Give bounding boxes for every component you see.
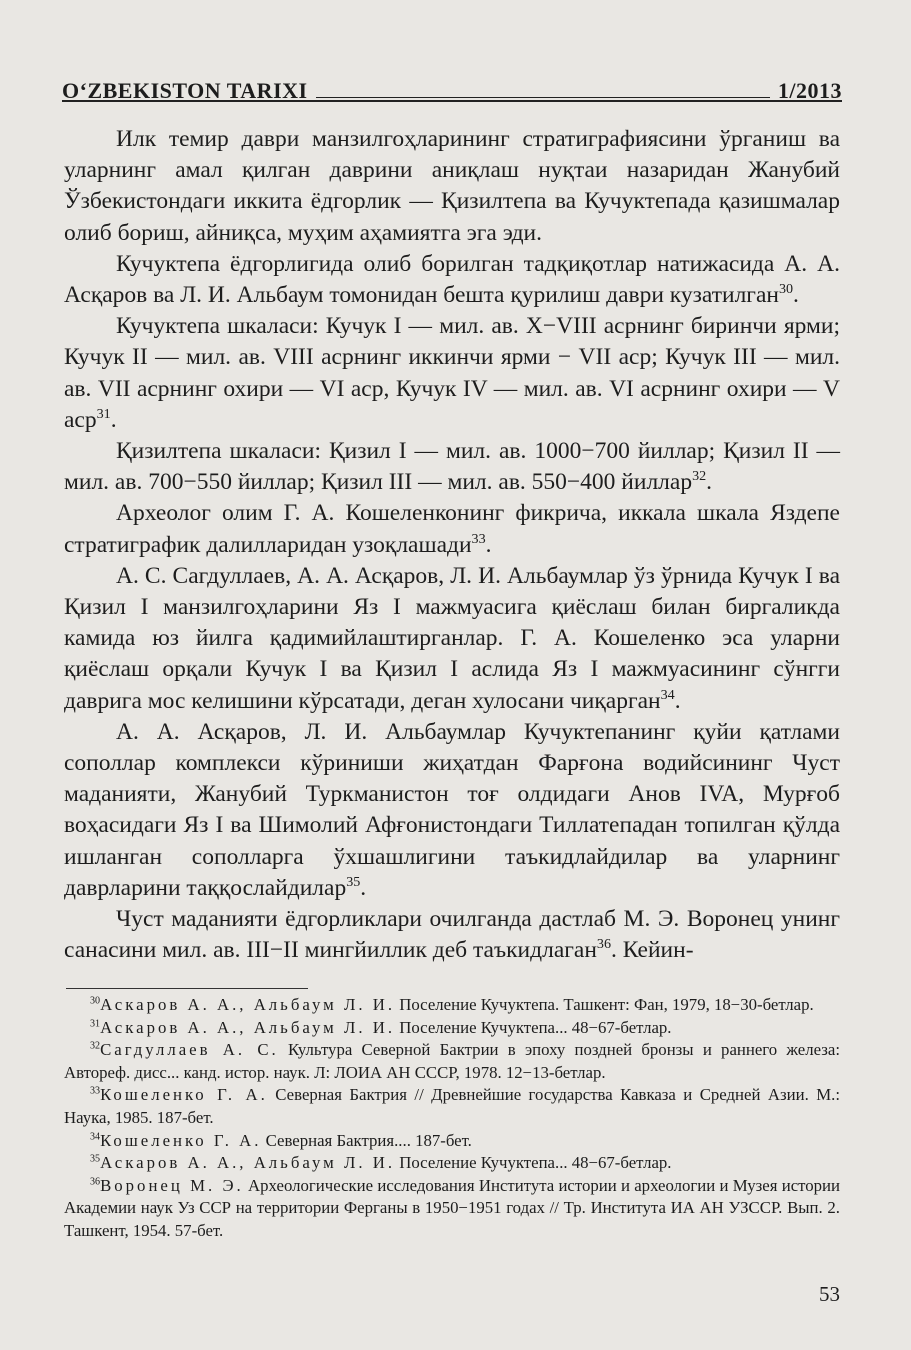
footnote (64, 1152, 840, 1175)
footnote (64, 1130, 840, 1153)
footnote (64, 1039, 840, 1084)
paragraph-text: Илк темир даври манзилгоҳларининг стратиграфиясини ўрганиш ва уларнинг амал қилган даврини аниқлаш нуқтаи назаридан Жанубий Ўзбекистондаги иккита ёдгорлик — Қизилтепа ва Кучуктепада қазишмалар олиб бориш, айниқса, муҳим аҳамиятга эга эди. (64, 126, 840, 246)
footnote-text: Северная Бактрия.... 187-бет. (265, 1130, 472, 1150)
footnote (64, 1084, 840, 1129)
footnote-number: 34 (90, 1130, 101, 1142)
sentence-end: . (674, 687, 681, 714)
footnote (64, 994, 840, 1017)
footnote-reference[interactable]: 34 (660, 686, 675, 703)
running-header (62, 60, 842, 104)
footnote-author: Кошеленко Г. А. (100, 1130, 262, 1150)
footnote-reference[interactable]: 32 (692, 468, 707, 485)
footnote-author: Аскаров А. А., Альбаум Л. И. (100, 1153, 396, 1173)
page-number: 53 (819, 1282, 840, 1306)
main-text (64, 124, 840, 966)
paragraph-continuation: Кейин- (622, 937, 694, 964)
footnote-reference[interactable]: 30 (778, 281, 794, 298)
footnote (64, 1175, 840, 1243)
footnotes (64, 994, 840, 1243)
body-paragraph (64, 498, 840, 560)
paragraph-text: А. А. Асқаров, Л. И. Альбаумлар Кучуктепанинг қуйи қатлами сополлар комплекси кўриниши жиҳатдан Фарғона водийсининг Чуст маданияти, Жанубий Туркманистон тоғ олдидаги Анов IVA, Мурғоб воҳасидаги Яз I ва Шимолий Афғонистондаги Тиллатепадан топилган қўлда ишланган сополларга ўхшашлигини таъкидлайдилар ва уларнинг даврларини таққослайдилар (64, 718, 840, 901)
paragraph-text: Чуст маданияти ёдгорликлари очилганда дастлаб М. Э. Воронец унинг санасини мил. ав. III−II мингйиллик деб таъкидлаган (64, 906, 840, 964)
footnote-number: 35 (90, 1153, 101, 1165)
sentence-end: . (706, 469, 713, 496)
paragraph-text: Археолог олим Г. А. Кошеленконинг фикрича, иккала шкала Яздепе стратиграфик далилларидан узоқлашади (64, 500, 840, 558)
paragraph-text: Кучуктепа ёдгорлигида олиб борилган тадқиқотлар натижасида А. А. Асқаров ва Л. И. Альбаум томонидан бешта қурилиш даври кузатилган (64, 250, 840, 309)
sentence-end: . (485, 531, 492, 558)
body-paragraph (64, 249, 840, 311)
footnote-text: Культура Северной Бактрии в эпоху поздней бронзы и раннего железа: Автореф. дисс... канд. истор. наук. Л: ЛОИА АН СССР, 1978. 12−13-бетлар. (64, 1040, 840, 1082)
sentence-end: . (110, 406, 117, 433)
footnote-text: Археологические исследования Института истории и археологии и Музея истории Академии наук Уз ССР на территории Ферганы в 1950−1951 годах // Тр. Института ИА АН УЗССР. Вып. 2. Ташкент, 1954. 57-бет. (64, 1175, 840, 1240)
body-paragraph (64, 436, 840, 498)
footnote-text: Поселение Кучуктепа... 48−67-бетлар. (399, 1017, 672, 1037)
footnote-author: Кошеленко Г. А. (100, 1085, 268, 1105)
body-paragraph (64, 717, 840, 904)
footnote-number: 31 (90, 1018, 101, 1029)
body-paragraph (64, 904, 840, 966)
footnote-reference[interactable]: 35 (346, 874, 361, 891)
footnote-reference[interactable]: 33 (471, 530, 486, 547)
header-fill-rule (316, 97, 770, 98)
footnote-author: Воронец М. Э. (100, 1175, 244, 1195)
sentence-end: . (793, 282, 799, 309)
footnote-text: Северная Бактрия // Древнейшие государства Кавказа и Средней Азии. М.: Наука, 1985. 187-бет. (64, 1085, 840, 1127)
paragraph-text: Кучуктепа шкаласи: Кучук I — мил. ав. X−VIII асрнинг биринчи ярми; Кучук II — мил. ав. VIII асрнинг иккинчи ярми − VII аср; Кучук III — мил. ав. VII асрнинг охири — VI аср, Кучук IV — мил. ав. VI асрнинг охири — V аср (64, 313, 840, 433)
footnote-author: Сагдуллаев А. С. (100, 1040, 279, 1060)
sentence-end: . (360, 874, 367, 901)
footnote-author: Аскаров А. А., Альбаум Л. И. (100, 1017, 396, 1037)
footnote-separator (66, 988, 308, 989)
journal-title: O‘ZBEKISTON TARIXI (62, 78, 308, 103)
footnote-number: 30 (90, 995, 101, 1007)
footnote (64, 1017, 840, 1040)
body-paragraph (64, 124, 840, 249)
footnote-reference[interactable]: 31 (96, 406, 111, 422)
footnote-text: Поселение Кучуктепа... 48−67-бетлар. (399, 1153, 672, 1173)
sentence-end: . (611, 937, 623, 964)
body-paragraph (64, 561, 840, 717)
paragraph-text: А. С. Сагдуллаев, А. А. Асқаров, Л. И. Альбаумлар ўз ўрнида Кучук I ва Қизил I манзилгоҳларини Яз I мажмуасига қиёслаш билан биргаликда камида юз йилга қадимийлаштирганлар. Г. А. Кошеленко эса уларни қиёслаш орқали Кучук I ва Қизил I аслида Яз I мажмуасининг сўнгги даврига мос келишини кўрсатади, деган хулосани чиқарган (64, 562, 840, 714)
footnote-text: Поселение Кучуктепа. Ташкент: Фан, 1979, 18−30-бетлар. (399, 995, 814, 1014)
issue-number: 1/2013 (777, 78, 842, 103)
footnote-number: 33 (90, 1085, 101, 1097)
footnote-number: 32 (90, 1040, 101, 1052)
header-rule (62, 100, 842, 102)
footnote-number: 36 (90, 1176, 101, 1188)
footnote-reference[interactable]: 36 (596, 936, 611, 953)
footnote-author: Аскаров А. А., Альбаум Л. И. (100, 995, 396, 1014)
paragraph-text: Қизилтепа шкаласи: Қизил I — мил. ав. 1000−700 йиллар; Қизил II — мил. ав. 700−550 йиллар; Қизил III — мил. ав. 550−400 йиллар (64, 438, 840, 496)
body-paragraph (64, 311, 840, 436)
